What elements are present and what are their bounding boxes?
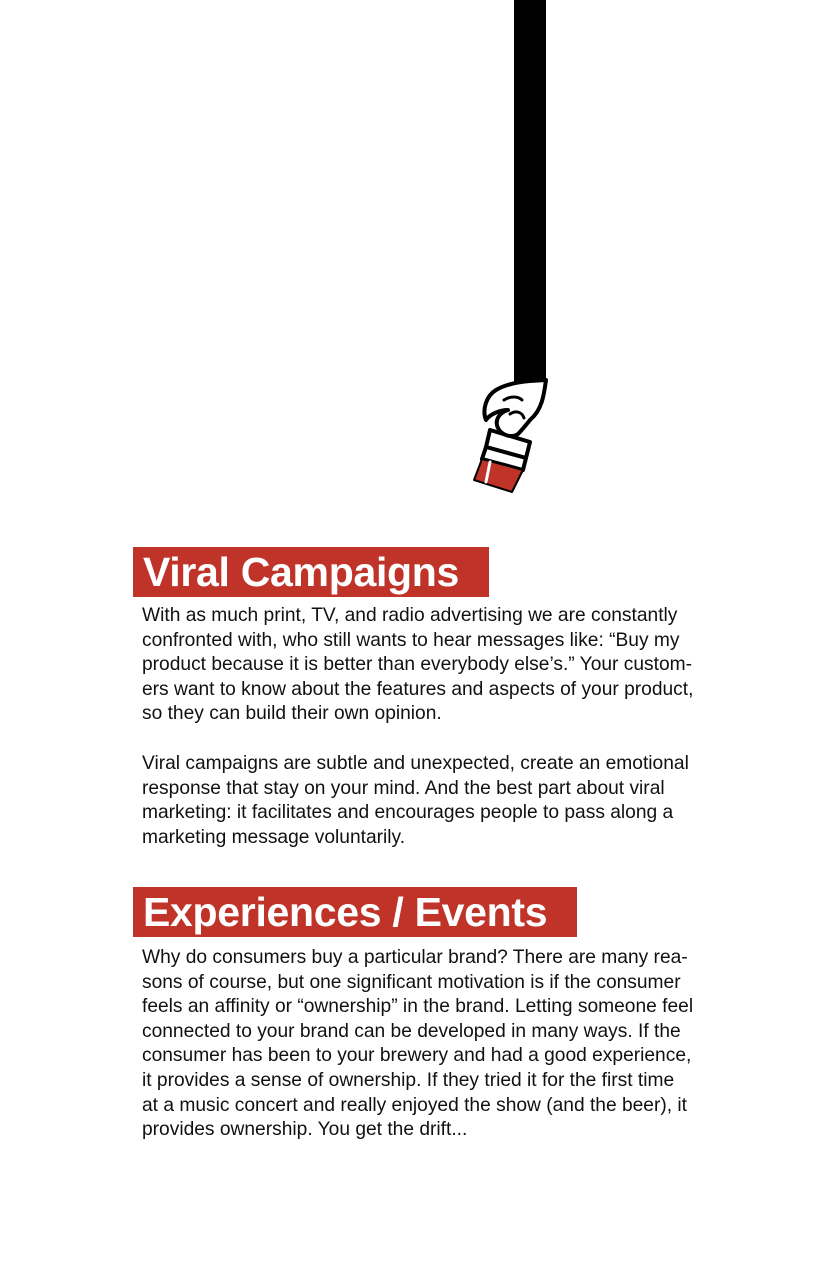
hand-holding-paint-brush-icon	[460, 0, 570, 500]
paragraph-viral-intro: With as much print, TV, and radio advertising we are constantly confronted with, who still wants to hear messages like: “Buy my product because it is better than everybody else’s.” Your custom- ers want to know about the features and aspects of your product, so they can build their own opinion.	[142, 605, 694, 725]
paragraph-experiences: Why do consumers buy a particular brand? There are many rea- sons of course, but one significant motivation is if the consumer feels an affinity or “ownership” in the brand. Letting someone feel connected to your brand can be developed in many ways. If the consumer has been to your brewery and had a good experience, it provides a sense of ownership. If they tried it for the first time at a music concert and really enjoyed the show (and the beer), it provides ownership. You get the drift...	[142, 947, 694, 1141]
section-heading-experiences-events: Experiences / Events	[133, 887, 577, 937]
section-heading-viral-campaigns: Viral Campaigns	[133, 547, 489, 597]
paragraph-viral-details: Viral campaigns are subtle and unexpected, create an emotional response that stay on your mind. And the best part about viral marketing: it facilitates and encourages people to pass along a marketing message voluntarily.	[142, 753, 689, 848]
